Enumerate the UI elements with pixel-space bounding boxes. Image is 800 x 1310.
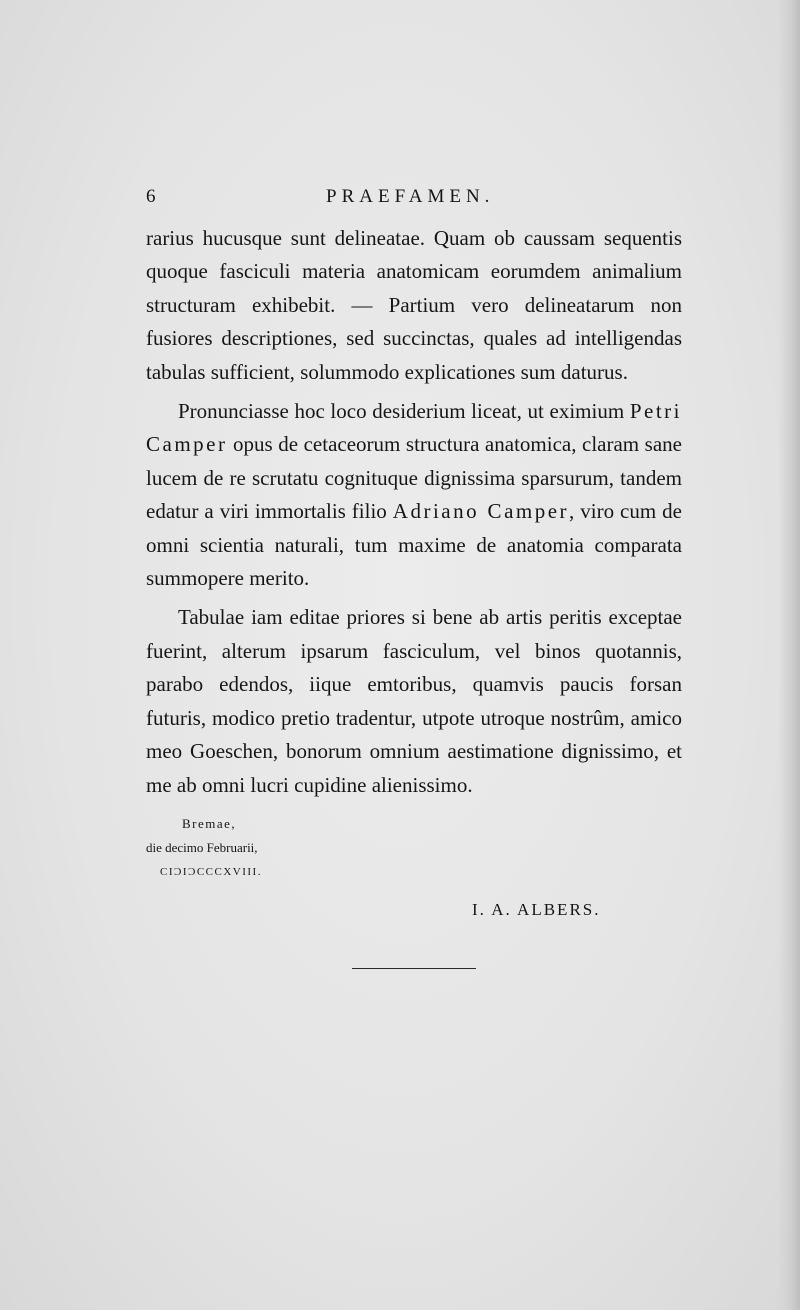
page-edge-shadow [778,0,800,1310]
paragraph-2-part-e: , viro cum de omni scientia naturali, tum maxime de anatomia comparata summopere merito. [146,499,682,591]
paragraph-2 [146,395,682,595]
dateline-place: Bremae, [182,816,237,831]
page-header [146,186,682,216]
paragraph-3: Tabulae iam editae priores si bene ab artis peritis exceptae fuerint, alterum ipsarum fasciculum, vel binos quotannis, parabo edendos, iique emtoribus, quamvis paucis forsan futuris, modico pretio tradentur, utpote utroque nostrûm, amico meo Goeschen, bonorum omnium aestimatione dignissimo, et me ab omni lucri cupidine alienissimo. [146,605,682,797]
paragraph-2-part-c: opus de cetaceorum structura anatomica, claram sane lucem de re scrutatu cognituque dignissima sparsurum, tandem edatur a viri immortalis filio [146,432,682,524]
dateline-year: CIƆIƆCCCXVIII. [160,866,262,878]
name-adriano-camper: Adriano Camper [392,499,570,524]
closing-rule [352,968,476,969]
author-signature: I. A. ALBERS. [472,900,601,919]
name-petri-camper: Petri Camper [146,399,683,457]
page-number: 6 [146,186,156,207]
dateline [146,812,346,884]
paragraph-1: rarius hucusque sunt delineatae. Quam ob caussam sequentis quoque fasciculi materia anatomicam eorumdem animalium structuram exhibebit. — Partium vero delineatarum non fusiores descriptiones, sed succinctas, quales ad intelligendas tabulas sufficient, solummodo explicationes sum daturus. [146,226,682,384]
paragraph-2-part-a: Pronunciasse hoc loco desiderium liceat, ut eximium [178,399,625,424]
body-text [146,222,682,808]
running-title: PRAEFAMEN. [326,186,495,207]
dateline-date: die decimo Februarii, [146,840,258,855]
